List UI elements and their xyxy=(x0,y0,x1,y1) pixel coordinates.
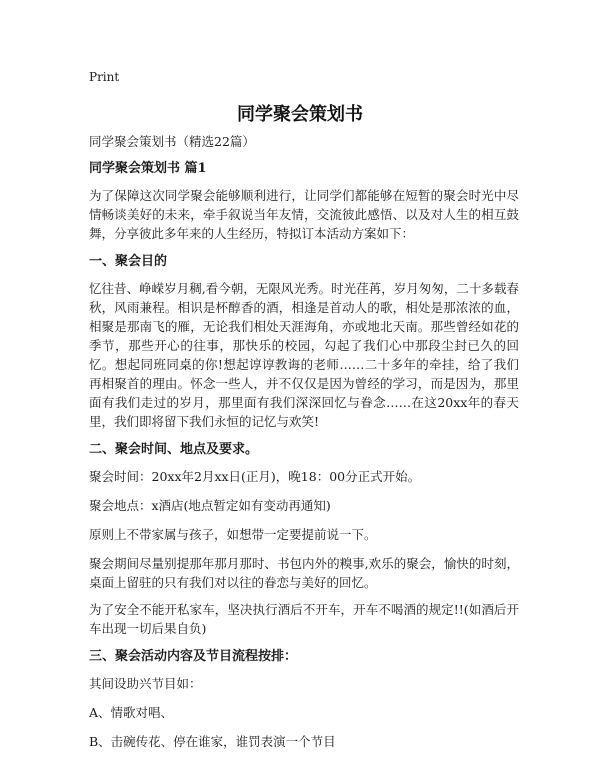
intro-paragraph: 为了保障这次同学聚会能够顺利进行，让同学们都能够在短暂的聚会时光中尽情畅谈美好的未来，牵手叙说当年友情，交流彼此感悟、以及对人生的相互鼓舞，分享彼此多年来的人生经历，特拟订本活动方案如下： xyxy=(89,188,519,241)
print-link[interactable]: Print xyxy=(89,70,120,84)
time-place-heading: 二、聚会时间、地点及要求。 xyxy=(89,442,259,457)
purpose-paragraph: 忆往昔、峥嵘岁月稠,看今朝，无限风光秀。时光荏苒，岁月匆匆，二十多载春秋，风雨兼程。相识是杯醇香的酒，相逢是首动人的歌，相处是那浓浓的血，相聚是那南飞的雁，无论我们相处天涯海角，亦或地北天南。那些曾经如花的季节，那些开心的往事，那快乐的校园，勾起了我们心中那段尘封已久的回忆。想起同班同桌的你!想起谆谆教诲的老师……二十多年的牵挂，给了我们再相聚首的理由。怀念一些人，并不仅仅是因为曾经的学习，而是因为，那里面有我们走过的岁月，那里面有我们深深回忆与眷念……在这20xx年的春天里，我们即将留下我们永恒的记忆与欢笑! xyxy=(89,281,519,429)
program-heading: 三、聚会活动内容及节目流程按排： xyxy=(89,649,298,664)
period-paragraph: 聚会期间尽量别提那年那月那时、书包内外的糗事,欢乐的聚会，愉快的时刻，桌面上留驻的只有我们对以往的眷恋与美好的回忆。 xyxy=(89,556,519,590)
purpose-heading: 一、聚会目的 xyxy=(89,254,168,269)
time-line: 聚会时间：20xx年2月xx日(正月)，晚18：00分正式开始。 xyxy=(89,469,421,484)
place-line: 聚会地点：x酒店(地点暂定如有变动再通知) xyxy=(89,498,331,513)
safety-paragraph: 为了安全不能开私家车，坚决执行酒后不开车，开车不喝酒的规定!!(如酒后开车出现一切后果自负) xyxy=(89,602,519,636)
rule-line: 原则上不带家属与孩子，如想带一定要提前说一下。 xyxy=(89,527,377,542)
document-body xyxy=(89,133,519,761)
program-item-b: B、击碗传花、停在谁家，谁罚表演一个节目 xyxy=(89,734,336,749)
document-subtitle: 同学聚会策划书（精选22篇） xyxy=(89,134,255,149)
document-title: 同学聚会策划书 xyxy=(237,104,363,125)
section-heading: 同学聚会策划书 篇1 xyxy=(89,161,207,176)
program-intro: 其间设助兴节目如： xyxy=(89,676,202,691)
program-item-a: A、情歌对唱、 xyxy=(89,705,174,720)
